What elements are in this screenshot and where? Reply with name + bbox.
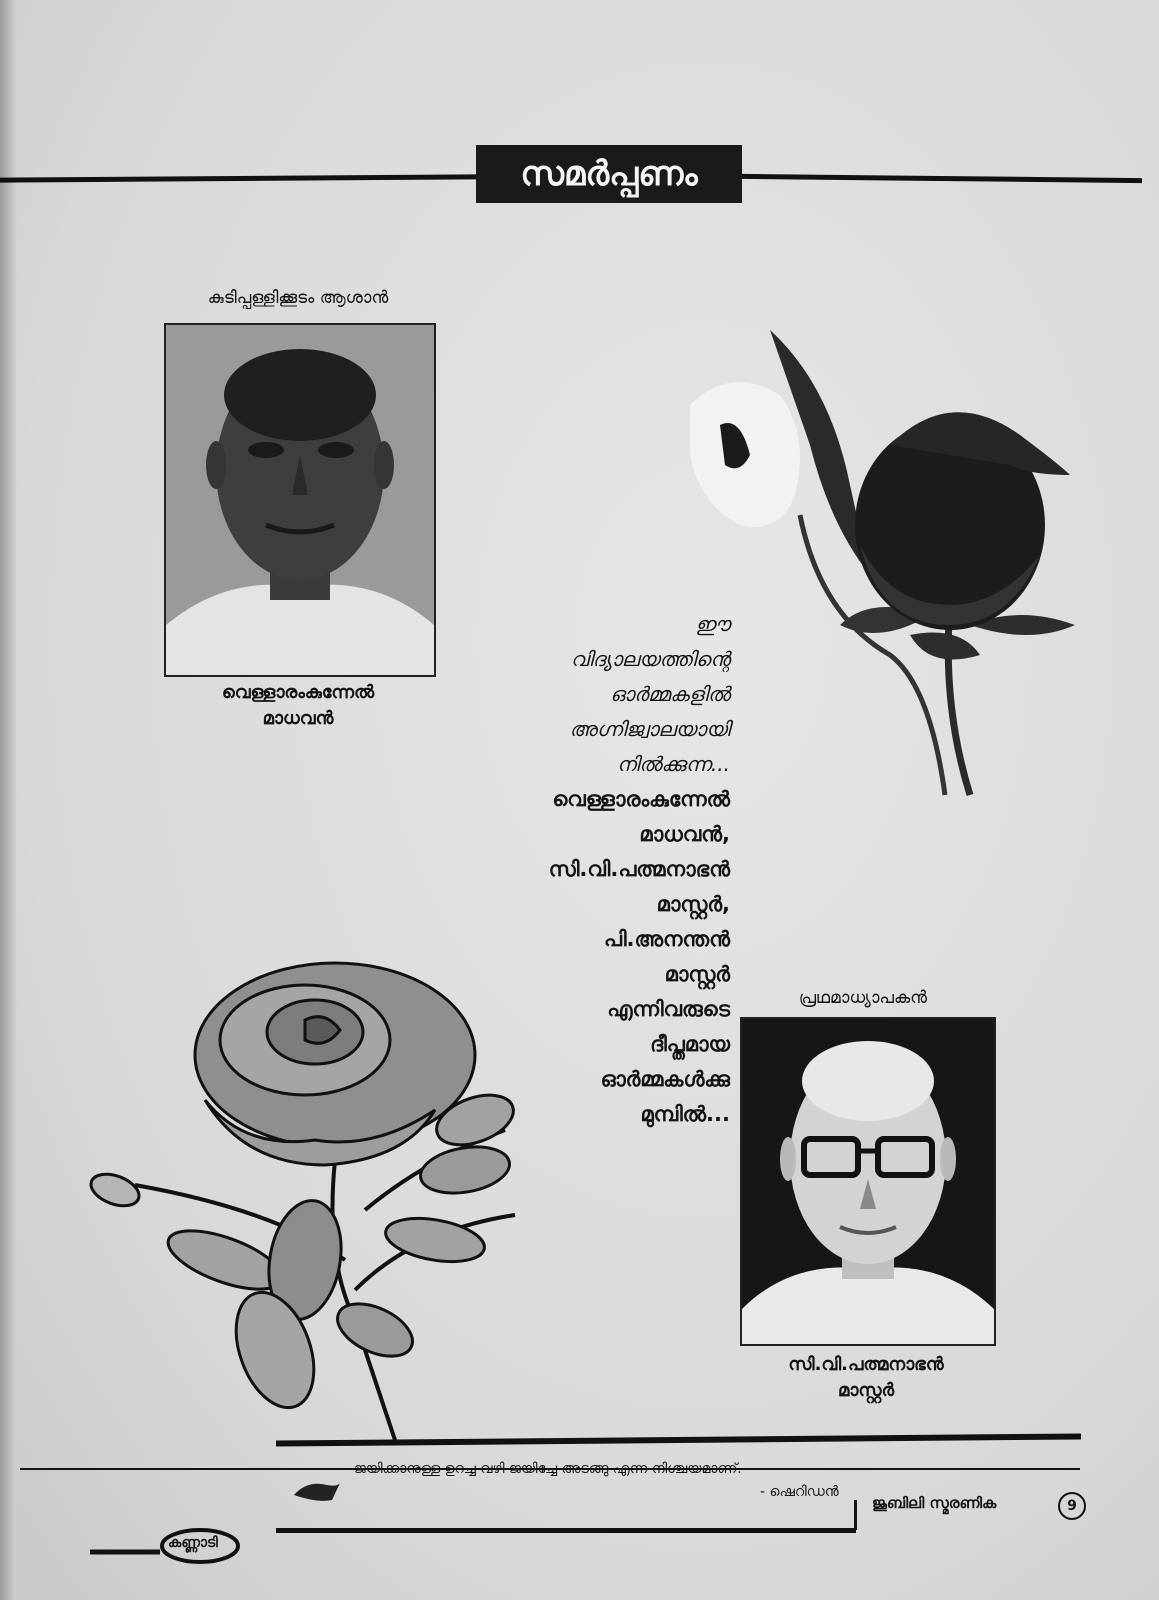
dedication-line: മുമ്പിൽ...	[640, 1102, 730, 1126]
dedication-line: വിദ്യാലയത്തിന്റെ	[570, 647, 730, 671]
flower-photo-illustration	[680, 325, 1100, 825]
quote-hand-icon	[292, 1475, 342, 1505]
publication-title: ജൂബിലി സ്മരണിക	[872, 1494, 997, 1512]
left-portrait-photo	[164, 323, 436, 677]
dedication-line: ഓർമ്മകൾക്കു	[600, 1067, 730, 1091]
left-portrait-name	[164, 680, 432, 732]
right-portrait-name	[740, 1352, 992, 1404]
dedication-line: ഈ	[695, 612, 730, 636]
left-portrait-name-line1: വെള്ളാരംകുന്നേൽ	[221, 682, 375, 703]
dedication-line: എന്നിവരുടെ	[607, 997, 730, 1021]
dedication-line: സി.വി.പത്മനാഭൻ	[548, 857, 730, 881]
footer-rule-bottom	[276, 1528, 856, 1533]
dedication-line: വെള്ളാരംകുന്നേൽ	[552, 787, 730, 811]
magazine-logo-text: കണ്ണാടി	[168, 1535, 218, 1551]
dedication-line: മാധവൻ,	[639, 822, 730, 846]
right-portrait-photo	[740, 1017, 996, 1346]
left-portrait-top-caption: കുടിപ്പള്ളിക്കൂടം ആശാൻ	[207, 288, 389, 308]
footer-quote-author: - ഷെറിഡൻ	[760, 1484, 839, 1500]
page-title: സമർപ്പണം	[476, 145, 742, 203]
page-number: 9	[1058, 1492, 1086, 1520]
dedication-line: നിൽക്കുന്ന...	[616, 752, 730, 776]
right-portrait-top-caption: പ്രഥമാധ്യാപകൻ	[798, 988, 928, 1008]
page-binding-edge	[0, 0, 16, 1600]
footer-rule-vertical	[854, 1500, 857, 1530]
dedication-line: അഗ്നിജ്വാലയായി	[569, 717, 730, 741]
dedication-line: ദീപ്തമായ	[650, 1032, 730, 1056]
dedication-line: ഓർമ്മകളിൽ	[610, 682, 730, 706]
dedication-line: മാസ്റ്റർ,	[656, 892, 730, 916]
footer-quote: ജയിക്കാനുള്ള ഉറച്ച വഴി ജയിച്ചേ അടങ്ങു എന്ന നിശ്ചയമാണ്.	[354, 1461, 742, 1477]
right-portrait-name-line1: സി.വി.പത്മനാഭൻ	[788, 1354, 944, 1375]
dedication-line: മാസ്റ്റർ	[664, 962, 730, 986]
rose-drawing-illustration	[75, 960, 545, 1450]
right-portrait-name-line2: മാസ്റ്റർ	[837, 1380, 895, 1401]
left-portrait-name-line2: മാധവൻ	[262, 708, 334, 729]
dedication-line: പി.അനന്തൻ	[604, 927, 730, 951]
